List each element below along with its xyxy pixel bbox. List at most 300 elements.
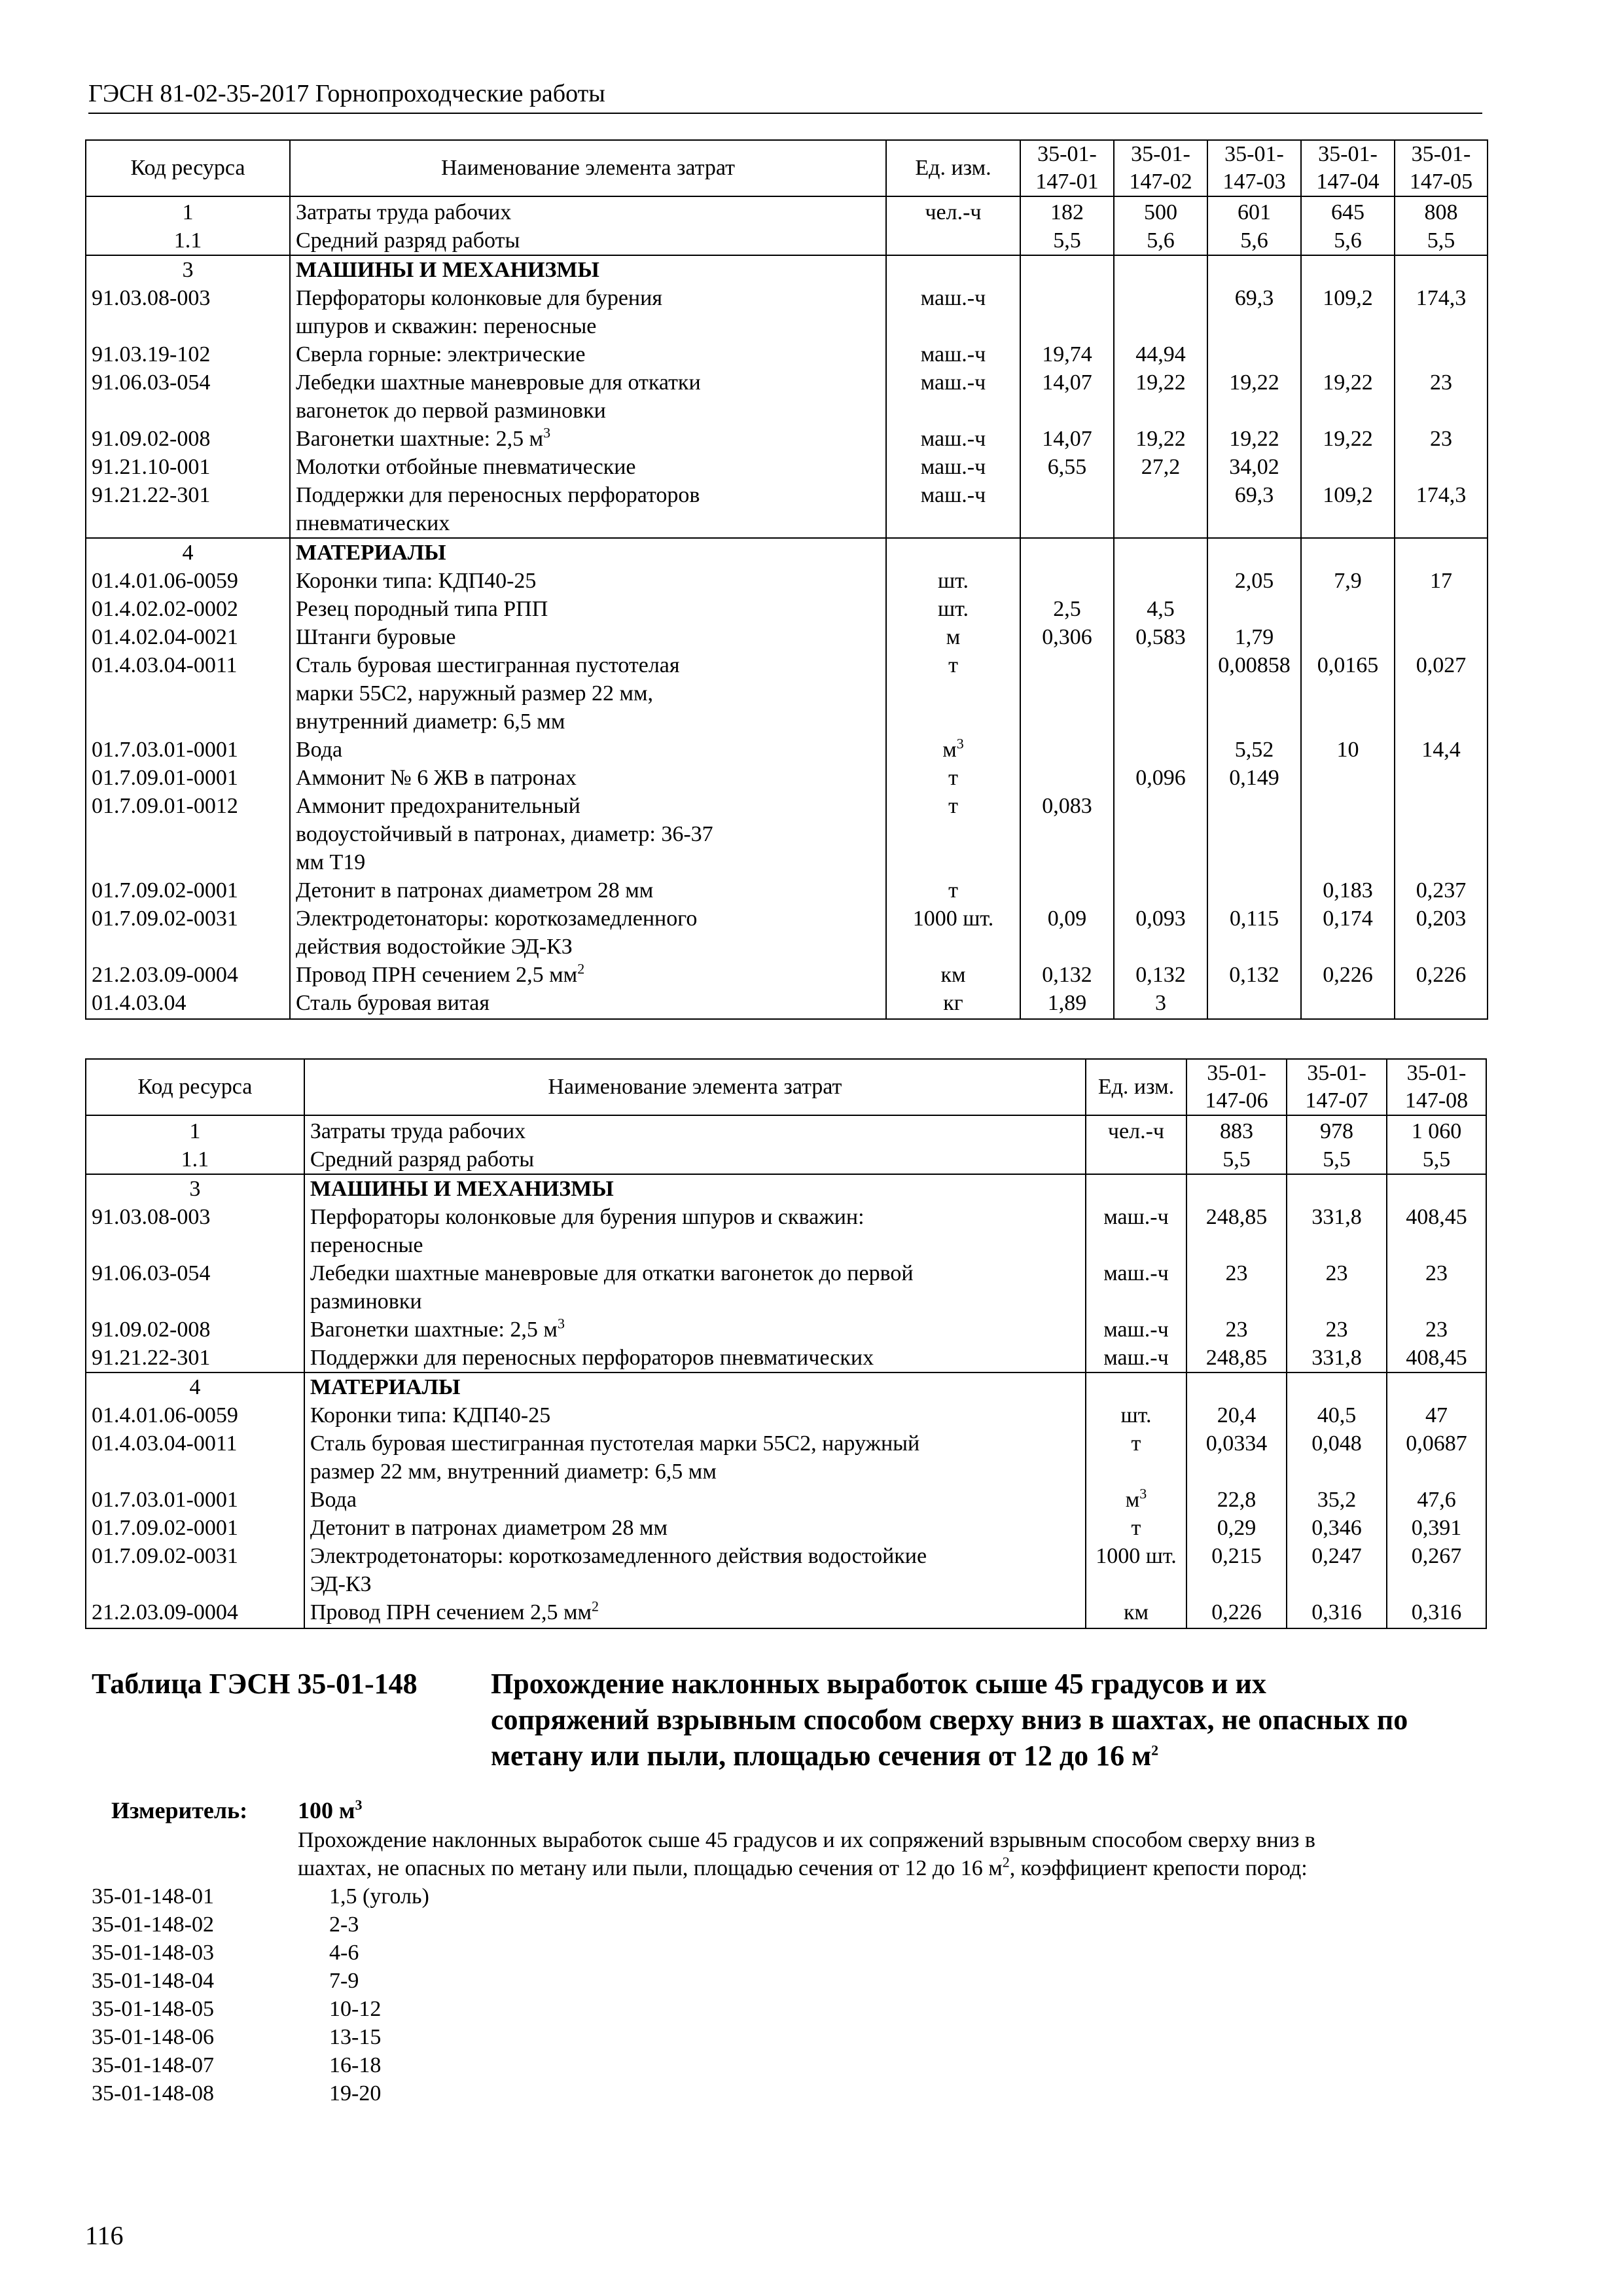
running-title: ГЭСН 81-02-35-2017 Горнопроходческие работы bbox=[88, 80, 605, 107]
resource-name: Средний разряд работы bbox=[290, 226, 886, 255]
value-cell bbox=[1186, 1372, 1287, 1401]
unit-cell: 1000 шт. bbox=[1086, 1542, 1186, 1598]
value-cell: 0,048 bbox=[1287, 1429, 1387, 1486]
resource-code: 3 bbox=[86, 1174, 304, 1203]
value-cell: 19,22 bbox=[1114, 368, 1207, 425]
value-cell: 5,5 bbox=[1287, 1145, 1387, 1174]
unit-cell: маш.-ч bbox=[886, 340, 1020, 368]
unit-cell: чел.-ч bbox=[1086, 1115, 1186, 1145]
table-body bbox=[86, 1115, 1486, 1628]
resource-name: Провод ПРН сечением 2,5 $мм^2$ bbox=[304, 1598, 1086, 1628]
table-row bbox=[86, 651, 1488, 736]
value-cell: 109,2 bbox=[1301, 284, 1395, 340]
unit-cell: т bbox=[886, 764, 1020, 792]
unit-cell: 1000 шт. bbox=[886, 905, 1020, 961]
resource-name: Затраты труда рабочих bbox=[290, 196, 886, 226]
resource-code: 91.21.22-301 bbox=[86, 481, 290, 538]
value-cell: 0,027 bbox=[1395, 651, 1488, 736]
col-header-unit: Ед. изм. bbox=[886, 140, 1020, 196]
table-row bbox=[86, 368, 1488, 425]
value-cell bbox=[1114, 876, 1207, 905]
col-header-unit: Ед. изм. bbox=[1086, 1059, 1186, 1115]
value-cell: 0,226 bbox=[1395, 961, 1488, 989]
table-row bbox=[86, 453, 1488, 481]
value-cell: 0,215 bbox=[1186, 1542, 1287, 1598]
value-cell: 0,391 bbox=[1387, 1514, 1486, 1542]
value-cell bbox=[1114, 481, 1207, 538]
variant-value: 16-18 bbox=[329, 2053, 382, 2077]
value-cell: 0,183 bbox=[1301, 876, 1395, 905]
table-row bbox=[86, 961, 1488, 989]
meter-label: Измеритель: bbox=[111, 1797, 248, 1823]
value-cell: 4,5 bbox=[1114, 595, 1207, 623]
value-cell bbox=[1020, 876, 1114, 905]
table-row bbox=[86, 905, 1488, 961]
value-cell bbox=[1301, 255, 1395, 284]
unit-cell bbox=[886, 255, 1020, 284]
resource-code: 01.7.09.02-0031 bbox=[86, 1542, 304, 1598]
table-row bbox=[86, 1344, 1486, 1372]
resource-name: Вода bbox=[290, 736, 886, 764]
unit-cell bbox=[886, 226, 1020, 255]
resource-code: 91.03.08-003 bbox=[86, 1203, 304, 1259]
resource-code: 01.7.03.01-0001 bbox=[86, 1486, 304, 1514]
resource-name: Резец породный типа РПП bbox=[290, 595, 886, 623]
col-header-variant: 35-01- 147-06 bbox=[1186, 1059, 1287, 1115]
value-cell: 0,247 bbox=[1287, 1542, 1387, 1598]
resource-code: 01.4.03.04-0011 bbox=[86, 651, 290, 736]
unit-cell: т bbox=[886, 651, 1020, 736]
value-cell: 0,174 bbox=[1301, 905, 1395, 961]
table-row bbox=[86, 425, 1488, 453]
value-cell: 23 bbox=[1395, 368, 1488, 425]
value-cell bbox=[1020, 255, 1114, 284]
table-row bbox=[86, 1316, 1486, 1344]
variant-value: 19-20 bbox=[329, 2081, 382, 2106]
col-header-name: Наименование элемента затрат bbox=[304, 1059, 1086, 1115]
value-cell: 408,45 bbox=[1387, 1344, 1486, 1372]
table-row bbox=[86, 226, 1488, 255]
resource-name: Затраты труда рабочих bbox=[304, 1115, 1086, 1145]
resource-name: Детонит в патронах диаметром 28 мм bbox=[304, 1514, 1086, 1542]
table-row bbox=[86, 1401, 1486, 1429]
value-cell bbox=[1395, 623, 1488, 651]
resource-name: Вагонетки шахтные: 2,5 $м^3$ bbox=[304, 1316, 1086, 1344]
value-cell bbox=[1301, 595, 1395, 623]
value-cell: 0,093 bbox=[1114, 905, 1207, 961]
resource-name: Средний разряд работы bbox=[304, 1145, 1086, 1174]
unit-cell: т bbox=[886, 876, 1020, 905]
variant-code: 35-01-148-06 bbox=[92, 2025, 214, 2049]
table-row bbox=[86, 1145, 1486, 1174]
value-cell bbox=[1301, 623, 1395, 651]
value-cell: 109,2 bbox=[1301, 481, 1395, 538]
resource-name: МАТЕРИАЛЫ bbox=[304, 1372, 1086, 1401]
value-cell: 20,4 bbox=[1186, 1401, 1287, 1429]
resource-name: МАШИНЫ И МЕХАНИЗМЫ bbox=[304, 1174, 1086, 1203]
value-cell: 19,74 bbox=[1020, 340, 1114, 368]
page-number: 116 bbox=[85, 2221, 124, 2250]
value-cell bbox=[1387, 1174, 1486, 1203]
resource-name: Коронки типа: КДП40-25 bbox=[290, 567, 886, 595]
value-cell: 5,5 bbox=[1186, 1145, 1287, 1174]
value-cell bbox=[1387, 1372, 1486, 1401]
value-cell bbox=[1186, 1174, 1287, 1203]
value-cell: 22,8 bbox=[1186, 1486, 1287, 1514]
value-cell: 331,8 bbox=[1287, 1344, 1387, 1372]
resource-name: Аммонит предохранительный водоустойчивый в патронах, диаметр: 36-37 мм Т19 bbox=[290, 792, 886, 876]
table-row bbox=[86, 1486, 1486, 1514]
unit-cell: маш.-ч bbox=[886, 453, 1020, 481]
unit-cell: м bbox=[886, 623, 1020, 651]
resource-table-147-06-08 bbox=[85, 1058, 1487, 1629]
table-row bbox=[86, 1115, 1486, 1145]
value-cell bbox=[1395, 764, 1488, 792]
value-cell bbox=[1395, 595, 1488, 623]
value-cell bbox=[1114, 538, 1207, 567]
value-cell bbox=[1207, 538, 1301, 567]
value-cell bbox=[1020, 651, 1114, 736]
running-header bbox=[88, 79, 1482, 114]
resource-name: Сверла горные: электрические bbox=[290, 340, 886, 368]
table-row bbox=[86, 340, 1488, 368]
unit-cell bbox=[1086, 1372, 1186, 1401]
value-cell: 182 bbox=[1020, 196, 1114, 226]
unit-cell: кг bbox=[886, 989, 1020, 1019]
value-cell: 1 060 bbox=[1387, 1115, 1486, 1145]
variant-item bbox=[92, 2023, 681, 2051]
col-header-variant: 35-01- 147-01 bbox=[1020, 140, 1114, 196]
resource-code: 91.21.22-301 bbox=[86, 1344, 304, 1372]
resource-name: Электродетонаторы: короткозамедленного действия водостойкие ЭД-КЗ bbox=[304, 1542, 1086, 1598]
unit-cell: маш.-ч bbox=[886, 425, 1020, 453]
table-row bbox=[86, 989, 1488, 1019]
variant-item bbox=[92, 1910, 681, 1939]
unit-cell: чел.-ч bbox=[886, 196, 1020, 226]
table-row bbox=[86, 1203, 1486, 1259]
resource-table-147-01-05 bbox=[85, 139, 1488, 1020]
resource-name: Перфораторы колонковые для бурения шпуров и скважин: переносные bbox=[304, 1203, 1086, 1259]
resource-name: Поддержки для переносных перфораторов пневматических bbox=[290, 481, 886, 538]
value-cell bbox=[1287, 1174, 1387, 1203]
table-row bbox=[86, 196, 1488, 226]
unit-cell: шт. bbox=[1086, 1401, 1186, 1429]
value-cell bbox=[1287, 1372, 1387, 1401]
resource-name: Сталь буровая витая bbox=[290, 989, 886, 1019]
value-cell: 174,3 bbox=[1395, 284, 1488, 340]
value-cell: 0,0334 bbox=[1186, 1429, 1287, 1486]
resource-code: 1.1 bbox=[86, 1145, 304, 1174]
value-cell: 0,346 bbox=[1287, 1514, 1387, 1542]
value-cell: 23 bbox=[1387, 1316, 1486, 1344]
value-cell: 23 bbox=[1387, 1259, 1486, 1316]
value-cell: 1,89 bbox=[1020, 989, 1114, 1019]
value-cell bbox=[1114, 736, 1207, 764]
value-cell: 174,3 bbox=[1395, 481, 1488, 538]
variant-code: 35-01-148-02 bbox=[92, 1912, 214, 1937]
value-cell: 35,2 bbox=[1287, 1486, 1387, 1514]
resource-code: 01.4.03.04-0011 bbox=[86, 1429, 304, 1486]
table-row bbox=[86, 1372, 1486, 1401]
value-cell bbox=[1114, 567, 1207, 595]
value-cell: 248,85 bbox=[1186, 1344, 1287, 1372]
table-header-row bbox=[86, 1059, 1486, 1115]
value-cell: 69,3 bbox=[1207, 481, 1301, 538]
resource-code: 91.03.19-102 bbox=[86, 340, 290, 368]
value-cell bbox=[1395, 538, 1488, 567]
value-cell: 1,79 bbox=[1207, 623, 1301, 651]
value-cell bbox=[1114, 255, 1207, 284]
value-cell: 0,09 bbox=[1020, 905, 1114, 961]
variant-item bbox=[92, 1939, 681, 1967]
value-cell: 23 bbox=[1287, 1316, 1387, 1344]
value-cell: 10 bbox=[1301, 736, 1395, 764]
unit-cell: маш.-ч bbox=[1086, 1344, 1186, 1372]
value-cell: 5,6 bbox=[1207, 226, 1301, 255]
value-cell bbox=[1207, 792, 1301, 876]
value-cell: 47 bbox=[1387, 1401, 1486, 1429]
meter-description: Прохождение наклонных выработок сыше 45 градусов и их сопряжений взрывным способом сверху вниз в шахтах, не опасных по метану или пыли, площадью сечения от 12 до 16 $м^2$, коэффициент крепости пород: bbox=[298, 1828, 1315, 1880]
value-cell bbox=[1395, 989, 1488, 1019]
value-cell bbox=[1207, 876, 1301, 905]
unit-cell: маш.-ч bbox=[1086, 1203, 1186, 1259]
value-cell bbox=[1020, 481, 1114, 538]
resource-code: 01.4.01.06-0059 bbox=[86, 1401, 304, 1429]
value-cell bbox=[1207, 595, 1301, 623]
resource-code: 01.4.02.02-0002 bbox=[86, 595, 290, 623]
value-cell bbox=[1301, 538, 1395, 567]
value-cell: 0,0165 bbox=[1301, 651, 1395, 736]
value-cell: 0,306 bbox=[1020, 623, 1114, 651]
variant-code: 35-01-148-07 bbox=[92, 2053, 214, 2077]
variant-item bbox=[92, 1995, 681, 2023]
value-cell bbox=[1395, 453, 1488, 481]
variant-item bbox=[92, 2051, 681, 2079]
unit-cell: шт. bbox=[886, 567, 1020, 595]
resource-code: 1 bbox=[86, 1115, 304, 1145]
resource-code: 01.4.01.06-0059 bbox=[86, 567, 290, 595]
value-cell: 601 bbox=[1207, 196, 1301, 226]
resource-name: Детонит в патронах диаметром 28 мм bbox=[290, 876, 886, 905]
value-cell: 248,85 bbox=[1186, 1203, 1287, 1259]
variant-code: 35-01-148-08 bbox=[92, 2081, 214, 2106]
value-cell: 44,94 bbox=[1114, 340, 1207, 368]
value-cell: 0,0687 bbox=[1387, 1429, 1486, 1486]
value-cell bbox=[1020, 538, 1114, 567]
value-cell bbox=[1207, 340, 1301, 368]
table-body bbox=[86, 196, 1488, 1019]
variant-item bbox=[92, 1882, 681, 1910]
unit-cell: т bbox=[886, 792, 1020, 876]
unit-cell: км bbox=[886, 961, 1020, 989]
meter-unit: 100 $м^3$ bbox=[298, 1797, 363, 1823]
resource-code: 21.2.03.09-0004 bbox=[86, 961, 290, 989]
value-cell: 500 bbox=[1114, 196, 1207, 226]
resource-code: 91.06.03-054 bbox=[86, 1259, 304, 1316]
resource-name: Перфораторы колонковые для бурения шпуров и скважин: переносные bbox=[290, 284, 886, 340]
value-cell: 883 bbox=[1186, 1115, 1287, 1145]
table-row bbox=[86, 284, 1488, 340]
resource-name: Лебедки шахтные маневровые для откатки вагонеток до первой разминовки bbox=[290, 368, 886, 425]
value-cell bbox=[1301, 792, 1395, 876]
value-cell: 0,132 bbox=[1207, 961, 1301, 989]
value-cell bbox=[1020, 764, 1114, 792]
unit-cell: км bbox=[1086, 1598, 1186, 1628]
unit-cell bbox=[886, 538, 1020, 567]
value-cell: 331,8 bbox=[1287, 1203, 1387, 1259]
resource-code: 1 bbox=[86, 196, 290, 226]
resource-code: 21.2.03.09-0004 bbox=[86, 1598, 304, 1628]
table-row bbox=[86, 736, 1488, 764]
value-cell: 2,5 bbox=[1020, 595, 1114, 623]
resource-name: Вода bbox=[304, 1486, 1086, 1514]
resource-code: 91.09.02-008 bbox=[86, 425, 290, 453]
resource-name: Поддержки для переносных перфораторов пневматических bbox=[304, 1344, 1086, 1372]
value-cell: 0,226 bbox=[1186, 1598, 1287, 1628]
value-cell bbox=[1301, 989, 1395, 1019]
table-number: Таблица ГЭСН 35-01-148 bbox=[92, 1668, 418, 1700]
value-cell: 34,02 bbox=[1207, 453, 1301, 481]
resource-code: 91.03.08-003 bbox=[86, 284, 290, 340]
table-row bbox=[86, 567, 1488, 595]
resource-code: 91.06.03-054 bbox=[86, 368, 290, 425]
value-cell: 23 bbox=[1287, 1259, 1387, 1316]
value-cell: 19,22 bbox=[1301, 368, 1395, 425]
resource-name: МАШИНЫ И МЕХАНИЗМЫ bbox=[290, 255, 886, 284]
resource-code: 01.7.09.02-0001 bbox=[86, 1514, 304, 1542]
value-cell: 0,316 bbox=[1287, 1598, 1387, 1628]
unit-cell: маш.-ч bbox=[886, 481, 1020, 538]
resource-name: Лебедки шахтные маневровые для откатки вагонеток до первой разминовки bbox=[304, 1259, 1086, 1316]
value-cell bbox=[1207, 255, 1301, 284]
resource-code: 91.09.02-008 bbox=[86, 1316, 304, 1344]
col-header-variant: 35-01- 147-08 bbox=[1387, 1059, 1486, 1115]
value-cell bbox=[1301, 453, 1395, 481]
table-row bbox=[86, 876, 1488, 905]
resource-name: Электродетонаторы: короткозамедленного действия водостойкие ЭД-КЗ bbox=[290, 905, 886, 961]
table-row bbox=[86, 1174, 1486, 1203]
unit-cell: т bbox=[1086, 1429, 1186, 1486]
resource-name: Молотки отбойные пневматические bbox=[290, 453, 886, 481]
value-cell bbox=[1114, 651, 1207, 736]
col-header-variant: 35-01- 147-04 bbox=[1301, 140, 1395, 196]
value-cell bbox=[1395, 255, 1488, 284]
variant-item bbox=[92, 2079, 681, 2108]
value-cell bbox=[1395, 340, 1488, 368]
variant-value: 10-12 bbox=[329, 1997, 382, 2021]
value-cell: 19,22 bbox=[1207, 368, 1301, 425]
unit-cell bbox=[1086, 1174, 1186, 1203]
table-row bbox=[86, 1514, 1486, 1542]
col-header-variant: 35-01- 147-05 bbox=[1395, 140, 1488, 196]
value-cell: 408,45 bbox=[1387, 1203, 1486, 1259]
value-cell: 14,07 bbox=[1020, 368, 1114, 425]
unit-cell: $м^3$ bbox=[1086, 1486, 1186, 1514]
variant-code: 35-01-148-05 bbox=[92, 1997, 214, 2021]
value-cell: 5,5 bbox=[1387, 1145, 1486, 1174]
value-cell: 23 bbox=[1186, 1316, 1287, 1344]
value-cell: 40,5 bbox=[1287, 1401, 1387, 1429]
variant-list bbox=[92, 1882, 681, 2108]
resource-name: Сталь буровая шестигранная пустотелая марки 55С2, наружный размер 22 мм, внутренний диаметр: 6,5 мм bbox=[290, 651, 886, 736]
unit-cell: маш.-ч bbox=[1086, 1259, 1186, 1316]
value-cell: 0,149 bbox=[1207, 764, 1301, 792]
table-row bbox=[86, 1542, 1486, 1598]
value-cell bbox=[1301, 340, 1395, 368]
variant-item bbox=[92, 1967, 681, 1995]
variant-value: 2-3 bbox=[329, 1912, 359, 1937]
value-cell bbox=[1207, 989, 1301, 1019]
value-cell: 0,132 bbox=[1020, 961, 1114, 989]
resource-code: 01.7.09.01-0001 bbox=[86, 764, 290, 792]
resource-code: 3 bbox=[86, 255, 290, 284]
table-header-row bbox=[86, 140, 1488, 196]
table-row bbox=[86, 595, 1488, 623]
resource-code: 01.7.09.02-0001 bbox=[86, 876, 290, 905]
value-cell: 0,096 bbox=[1114, 764, 1207, 792]
variant-value: 4-6 bbox=[329, 1941, 359, 1965]
unit-cell: шт. bbox=[886, 595, 1020, 623]
table-row bbox=[86, 792, 1488, 876]
value-cell bbox=[1395, 792, 1488, 876]
resource-code: 91.21.10-001 bbox=[86, 453, 290, 481]
unit-cell bbox=[1086, 1145, 1186, 1174]
value-cell: 0,226 bbox=[1301, 961, 1395, 989]
unit-cell: $м^3$ bbox=[886, 736, 1020, 764]
value-cell: 5,5 bbox=[1020, 226, 1114, 255]
value-cell: 27,2 bbox=[1114, 453, 1207, 481]
value-cell bbox=[1020, 736, 1114, 764]
value-cell: 69,3 bbox=[1207, 284, 1301, 340]
value-cell bbox=[1020, 567, 1114, 595]
variant-code: 35-01-148-01 bbox=[92, 1884, 214, 1909]
table-row bbox=[86, 481, 1488, 538]
value-cell: 0,083 bbox=[1020, 792, 1114, 876]
table-row bbox=[86, 255, 1488, 284]
value-cell: 14,4 bbox=[1395, 736, 1488, 764]
unit-cell: т bbox=[1086, 1514, 1186, 1542]
value-cell bbox=[1114, 792, 1207, 876]
value-cell: 0,29 bbox=[1186, 1514, 1287, 1542]
table-row bbox=[86, 623, 1488, 651]
resource-name: Сталь буровая шестигранная пустотелая марки 55С2, наружный размер 22 мм, внутренний диаметр: 6,5 мм bbox=[304, 1429, 1086, 1486]
resource-code: 4 bbox=[86, 538, 290, 567]
resource-name: Провод ПРН сечением 2,5 $мм^2$ bbox=[290, 961, 886, 989]
unit-cell: маш.-ч bbox=[886, 368, 1020, 425]
variant-code: 35-01-148-04 bbox=[92, 1969, 214, 1993]
value-cell: 3 bbox=[1114, 989, 1207, 1019]
value-cell: 19,22 bbox=[1114, 425, 1207, 453]
variant-value: 13-15 bbox=[329, 2025, 382, 2049]
value-cell: 0,316 bbox=[1387, 1598, 1486, 1628]
variant-value: 7-9 bbox=[329, 1969, 359, 1993]
resource-name: Аммонит № 6 ЖВ в патронах bbox=[290, 764, 886, 792]
resource-code: 01.7.03.01-0001 bbox=[86, 736, 290, 764]
col-header-code: Код ресурса bbox=[86, 140, 290, 196]
resource-code: 01.4.03.04 bbox=[86, 989, 290, 1019]
resource-name: Вагонетки шахтные: 2,5 $м^3$ bbox=[290, 425, 886, 453]
value-cell: 0,237 bbox=[1395, 876, 1488, 905]
col-header-variant: 35-01- 147-02 bbox=[1114, 140, 1207, 196]
value-cell: 17 bbox=[1395, 567, 1488, 595]
value-cell: 5,52 bbox=[1207, 736, 1301, 764]
value-cell: 19,22 bbox=[1301, 425, 1395, 453]
variant-value: 1,5 (уголь) bbox=[329, 1884, 429, 1909]
resource-code: 01.4.02.04-0021 bbox=[86, 623, 290, 651]
value-cell: 978 bbox=[1287, 1115, 1387, 1145]
table-row bbox=[86, 764, 1488, 792]
col-header-code: Код ресурса bbox=[86, 1059, 304, 1115]
